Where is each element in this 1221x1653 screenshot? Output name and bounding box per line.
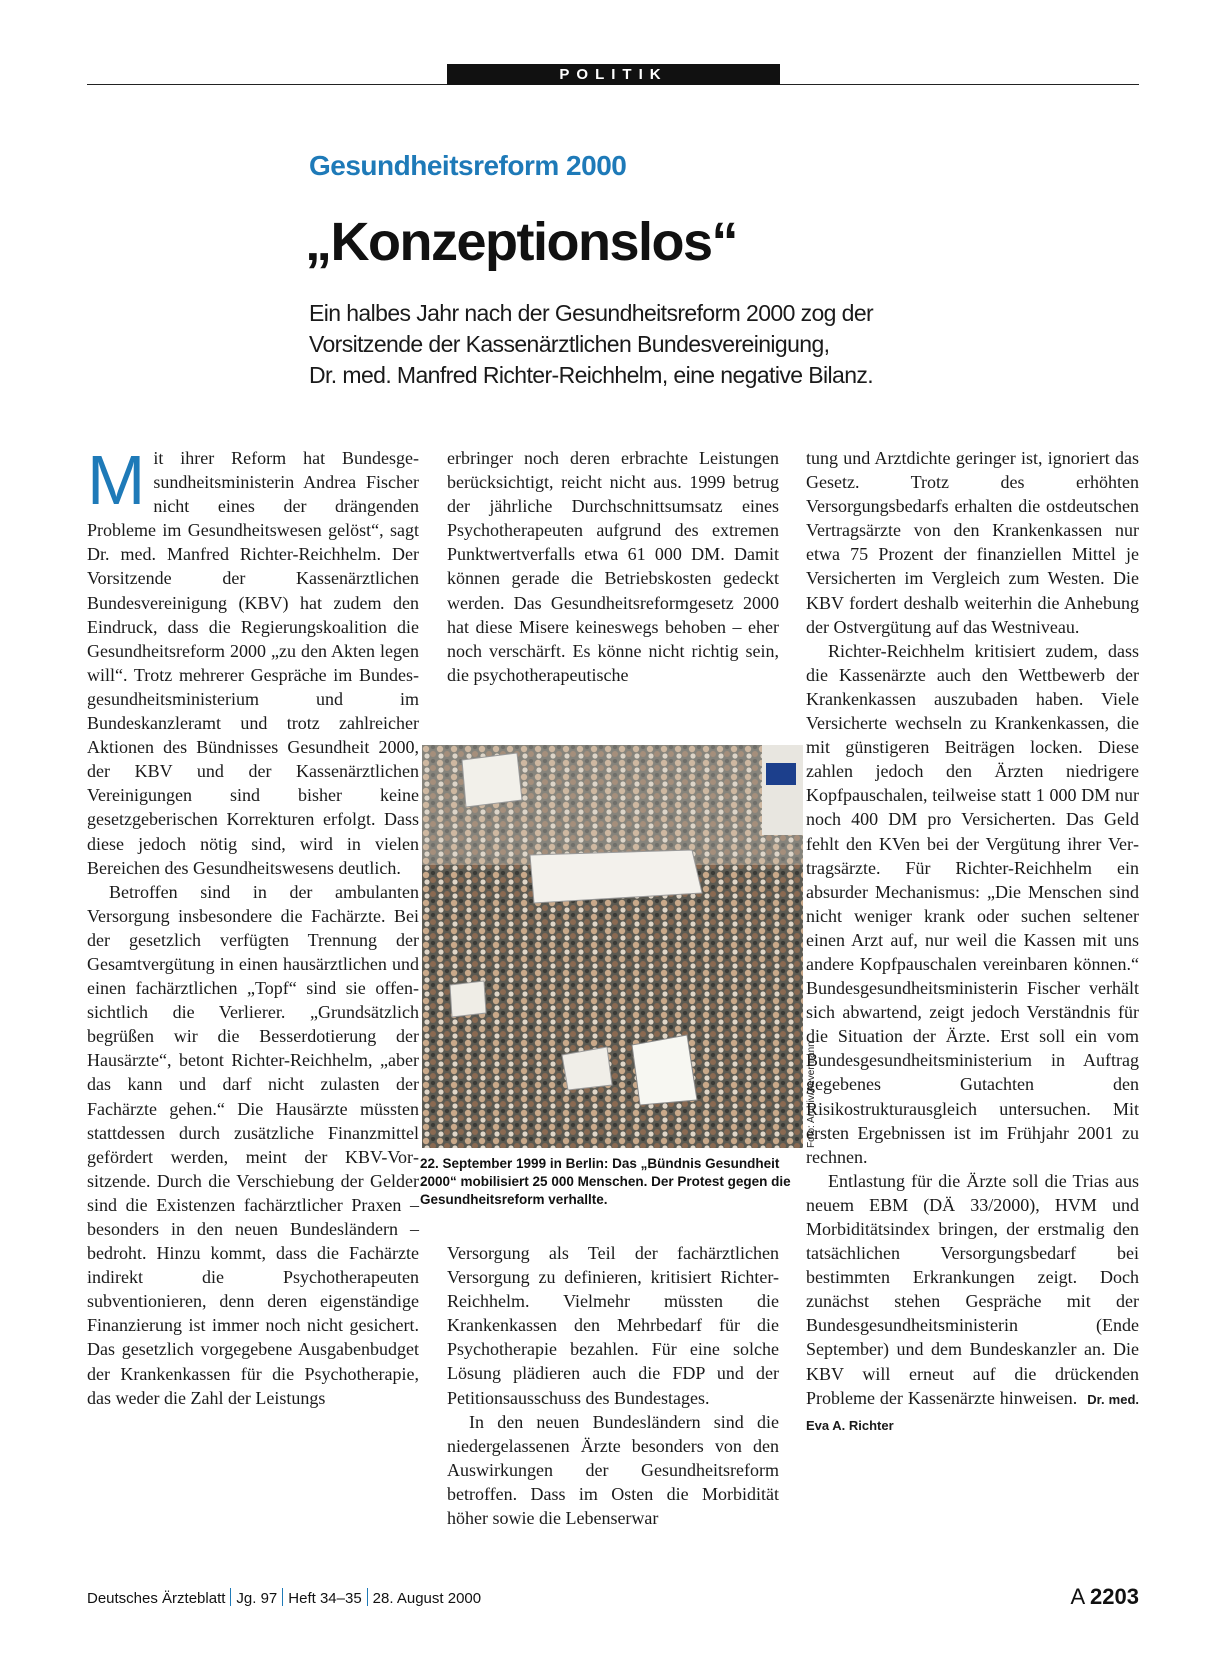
paragraph: In den neuen Bundesländern sind die niedergelassenen Ärzte besonders von den Auswirkungen der Gesundheitsreform betroffen. Dass im Osten die Morbidität höher sowie die Lebenserwar	[447, 1411, 779, 1529]
lead-line: Ein halbes Jahr nach der Gesundheitsreform 2000 zog der	[309, 300, 874, 326]
paragraph	[87, 441, 419, 880]
photo-credit: Foto: Archiv/Aevermann	[806, 1041, 817, 1148]
page-number	[1070, 1584, 1139, 1610]
article-kicker: Gesundheitsreform 2000	[309, 150, 627, 181]
paragraph: Richter-Reichhelm kritisiert zudem, dass die Kassenärzte auch den Wettbewerb der Krankenkassen auszubaden haben. Viele Versicherte wechseln zu Krankenkassen, die mit günstigeren Beiträgen locken. Diese zahlen jedoch den Ärzten niedrigere Kopfpauschalen, teilweise statt 1 000 DM nur noch 400 DM pro Versicherten. Das Geld fehlt den KVen bei der Vergütung ihrer Vertragsärzte. Für Richter-Reichhelm ein absurder Mechanismus: „Die Menschen sind nicht weniger krank oder suchen seltener einen Arzt auf, nur weil die Kassen mit uns andere Kopfpauschalen vereinbaren können.“ Bundesgesundheitsministerin Fischer verhält sich abwartend, zeigt jedoch Verständnis für die Situation der Ärzte. Erst soll ein vom Bundesgesundheitsministerium in Auftrag gegebenes Gutachten den Risikostrukturausgleich untersuchen. Mit ersten Ergebnissen ist im Frühjahr 2001 zu rechnen.	[806, 640, 1139, 1167]
article-headline: „Konzeptionslos“	[305, 212, 737, 272]
journal-issue: Heft 34–35	[288, 1590, 362, 1607]
paragraph: tung und Arztdichte geringer ist, ignoriert das Gesetz. Trotz des erhöhten Versorgungsbedarfs erhalten die ostdeutschen Vertragsärzte von den Krankenkassen nur etwa 75 Prozent der finanziellen Mittel je Versicherten im Vergleich zum Westen. Die KBV fordert deshalb weiterhin die Anhebung der Ostvergütung auf das Westniveau.	[806, 448, 1139, 637]
column-1	[87, 441, 419, 1410]
footer-separator	[282, 1588, 283, 1606]
lead-line: Dr. med. Manfred Richter-Reichhelm, eine negative Bilanz.	[309, 362, 874, 388]
paragraph-text: Entlastung für die Ärzte soll die Trias aus neuem EBM (DÄ 33/2000), HVM und Morbiditätsindex bringen, der erstmalig den tatsächlichen Versorgungsbedarf bei bestimmten Erkrankungen zeigt. Doch zunächst stehen Gespräche mit der Bundesgesundheitsministerin (Ende September) und dem Bundeskanzler an. Die KBV will erneut auf die drückenden Probleme der Kassenärzte hinweisen.	[806, 1170, 1139, 1408]
paragraph	[806, 1169, 1139, 1438]
journal-name: Deutsches Ärzteblatt	[87, 1590, 226, 1607]
page-prefix: A	[1070, 1584, 1084, 1609]
column-2-top	[447, 446, 779, 687]
photo-caption: 22. September 1999 in Berlin: Das „Bündnis Gesundheit 2000“ mobilisiert 25 000 Menschen. Der Protest gegen die Gesundheitsreform verhallte.	[420, 1156, 791, 1207]
paragraph: Betroffen sind in der ambulanten Versorgung insbesondere die Fachärzte. Bei der gesetzlich verfügten Trennung der Gesamtvergütung in einen hausärztlichen und einen fachärztlichen „Topf“ sind sie offensichtlich die Verlierer. „Grundsätzlich begrüßen wir die Besserdotierung der Hausärzte“, betont Richter-Reichhelm, „aber das kann und darf nicht zulasten der Fachärzte gehen.“ Die Hausärzte müssten stattdessen durch zusätzliche Finanzmittel gefördert werden, meint der KBV-Vorsitzende. Durch die Verschiebung der Gelder sind die Existenzen fachärztlicher Praxen – besonders in den neuen Bundesländern – bedroht. Hinzu kommt, dass die Fachärzte indirekt die Psychotherapeuten subventionieren, denn deren eigenständige Finanzierung ist immer noch nicht gesichert. Das gesetzlich vorgegebene Ausgabenbudget der Krankenkassen für die Psychotherapie, das weder die Zahl der Leistungs	[87, 881, 419, 1408]
author-byline: Dr. med. Eva A. Richter	[806, 1391, 1140, 1433]
page-number-value: 2203	[1090, 1584, 1139, 1609]
column-3	[806, 446, 1139, 1438]
drop-cap: M	[87, 441, 146, 519]
section-label: POLITIK	[447, 64, 780, 85]
footer-separator	[367, 1588, 368, 1606]
protest-photo	[422, 745, 803, 1148]
page-footer	[87, 1584, 1139, 1609]
journal-date: 28. August 2000	[372, 1590, 482, 1607]
article-lead	[309, 298, 1009, 391]
lead-line: Vorsitzende der Kassenärztlichen Bundesvereinigung,	[309, 331, 830, 357]
paragraph-text: it ihrer Reform hat Bundesgesundheitsministerin Andrea Fischer nicht eines der drängenden Probleme im Gesundheitswesen gelöst“, sagt Dr. med. Manfred Richter-Reichhelm. Der Vorsitzende der Kassenärztlichen Bundesvereinigung (KBV) hat zudem den Eindruck, dass die Regierungskoalition die Gesundheitsreform 2000 „zu den Akten legen will“. Trotz mehrerer Gespräche im Bundesgesundheitsministerium und im Bundeskanzleramt und trotz zahlreicher Aktionen des Bündnisses Gesundheit 2000, der KBV und der Kassenärztlichen Vereinigungen sind bisher keine gesetzgeberischen Korrekturen erfolgt. Dass diese jedoch nötig sind, wird in vielen Bereichen des Gesundheitswesens deutlich.	[87, 448, 419, 878]
column-2-bottom	[447, 1241, 779, 1530]
journal-volume: Jg. 97	[236, 1590, 278, 1607]
crowd-image	[422, 745, 803, 1148]
paragraph: erbringer noch deren erbrachte Leistungen berücksichtigt, reicht nicht aus. 1999 betrug der jährliche Durchschnittsumsatz eines Psychotherapeuten aufgrund des extremen Punktwertverfalls etwa 61 000 DM. Damit können gerade die Betriebskosten gedeckt werden. Das Gesundheitsreformgesetz 2000 hat diese Misere keineswegs behoben – eher noch verschärft. Es könne nicht richtig sein, die psychotherapeutische	[447, 448, 779, 685]
footer-separator	[230, 1588, 231, 1606]
paragraph: Versorgung als Teil der fachärztlichen Versorgung zu definieren, kritisiert Richter-Reichhelm. Vielmehr müssten die Krankenkassen den Mehrbedarf für die Psychotherapie bezahlen. Für eine solche Lösung plädieren auch die FDP und der Petitionsausschuss des Bundestages.	[447, 1243, 779, 1408]
